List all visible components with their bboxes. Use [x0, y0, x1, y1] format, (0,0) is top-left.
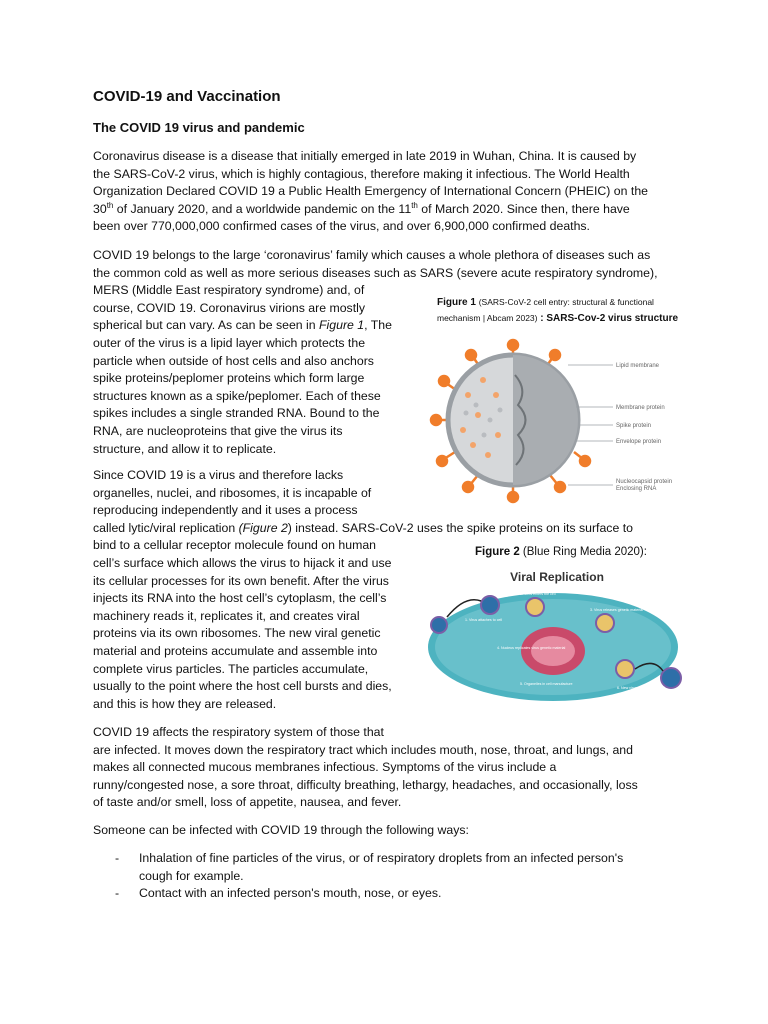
p4-line: runny/congested nose, a sore throat, difficulty breathing, lethargy, headaches, and occasionally, loss	[93, 777, 638, 792]
p2-line: MERS (Middle East respiratory syndrome) and, of	[93, 283, 365, 298]
step-6-label: 6. New virus breaks out of cell	[617, 686, 665, 690]
p2-line: spherical but can vary. As can be seen in Figure 1, The	[93, 318, 392, 333]
section-heading: The COVID 19 virus and pandemic	[93, 120, 305, 135]
p1-line: the SARS-CoV-2 virus, which is highly contagious, therefore making it infectious. The World Health	[93, 166, 630, 181]
label-membrane-protein: Membrane protein	[616, 405, 665, 411]
p3-line: material and proteins accumulate and assemble into	[93, 643, 378, 658]
p4-line: makes all connected mucous membranes infectious. Symptoms of the virus include a	[93, 760, 557, 775]
p2-line: RNA, are nucleoproteins that give the virus its	[93, 423, 343, 438]
label-envelope-protein: Envelope protein	[616, 439, 662, 445]
p3-line: proteins via its own ribosomes. The new viral genetic	[93, 626, 381, 641]
paragraph-5: Someone can be infected with COVID 19 through the following ways:	[93, 823, 469, 837]
step-3-label: 3. Virus releases genetic material	[590, 608, 644, 612]
label-spike-protein: Spike protein	[616, 423, 652, 429]
p3-line: reproducing independently and it uses a process	[93, 503, 358, 518]
p2-line: spike proteins/peplomer proteins which form large	[93, 371, 365, 386]
p3-line: cell’s surface which allows the virus to hijack it and use	[93, 555, 392, 570]
step-5-label: 5. Organelles in cell manufacture	[520, 682, 573, 686]
p3-line: its cellular processes for its own benefit. After the virus	[93, 573, 389, 588]
p2-line: course, COVID 19. Coronavirus virions are mostly	[93, 300, 365, 315]
p3-line: bind to a cellular receptor molecule found on human	[93, 538, 377, 553]
figure-2-title: Viral Replication	[510, 570, 604, 584]
p3-line: and this is how they are released.	[93, 696, 277, 711]
p3-line: Since COVID 19 is a virus and therefore lacks	[93, 468, 344, 482]
figure-1-caption: Figure 1 (SARS-CoV-2 cell entry: structural & functional mechanism | Abcam 2023) : SARS-Cov-2 virus structure	[437, 297, 679, 324]
p3-line: injects its RNA into the host cell’s cytoplasm, the cell’s	[93, 591, 387, 606]
p3-line: organelles, nuclei, and ribosomes, it is incapable of	[93, 485, 372, 500]
label-enclosing-rna: Enclosing RNA	[616, 486, 657, 492]
p3-line: machinery reads it, replicates it, and creates viral	[93, 608, 360, 623]
p1-line: Coronavirus disease is a disease that initially emerged in late 2019 in Wuhan, China. It is caused by	[93, 149, 637, 163]
step-1-label: 1. Virus attaches to cell	[465, 618, 503, 622]
p2-line: particle when outside of host cells and also anchors	[93, 353, 374, 368]
bullet-line: Inhalation of fine particles of the virus, or of respiratory droplets from an infected person's	[139, 851, 624, 865]
p1-line: 30th of January 2020, and a worldwide pandemic on the 11th of March 2020. Since then, there have	[93, 200, 630, 216]
bullet-dash: -	[115, 851, 120, 865]
document-title: COVID-19 and Vaccination	[93, 88, 281, 105]
paragraph-4	[93, 724, 638, 812]
paragraph-1	[93, 148, 648, 236]
p2-line: spikes includes a single stranded RNA. Bound to the	[93, 406, 380, 421]
p2-line: COVID 19 belongs to the large ‘coronavirus’ family which causes a whole plethora of diseases such as	[93, 248, 651, 262]
p2-line: structures known as a spike/peplomer. Each of these	[93, 388, 381, 403]
p1-line: been over 770,000,000 confirmed cases of the virus, and over 6,900,000 confirmed deaths.	[93, 219, 590, 234]
p4-line: COVID 19 affects the respiratory system of those that	[93, 725, 384, 739]
step-4-label: 4. Nucleus replicates virus genetic material	[497, 646, 566, 650]
p3-line: called lytic/viral replication (Figure 2) instead. SARS-CoV-2 uses the spike proteins on its surface to	[93, 520, 633, 535]
figure-2-caption: Figure 2 (Blue Ring Media 2020):	[475, 546, 647, 558]
virus-cross-section	[513, 355, 578, 485]
bullet-line: cough for example.	[139, 868, 244, 883]
p2-line: structure, and allow it to replicate.	[93, 441, 277, 456]
bullet-line: Contact with an infected person's mouth, nose, or eyes.	[139, 886, 442, 900]
p3-line: complete virus particles. The particles accumulate,	[93, 661, 369, 676]
p4-line: of taste and/or smell, loss of appetite, nausea, and fever.	[93, 795, 402, 810]
list-item	[93, 850, 693, 886]
bullet-dash: -	[115, 886, 120, 900]
p3-line: usually to the point where the host cell bursts and dies,	[93, 679, 392, 694]
p1-line: Organization Declared COVID 19 a Public Health Emergency of International Concern (PHEIC) on the	[93, 184, 648, 199]
step-2-label: 2. Virus enters the cell	[520, 592, 556, 596]
p2-line: the common cold as well as more serious diseases such as SARS (severe acute respiratory syndrome),	[93, 265, 658, 280]
label-lipid-membrane: Lipid membrane	[616, 363, 660, 369]
list-item	[93, 885, 693, 903]
p2-line: outer of the virus is a lipid layer which protects the	[93, 335, 366, 350]
figure-2-replication-illustration	[425, 565, 690, 710]
label-nucleocapsid-protein: Nucleocapsid protein	[616, 479, 673, 485]
p4-line: are infected. It moves down the respiratory tract which includes mouth, nose, throat, and lungs, and	[93, 742, 633, 757]
